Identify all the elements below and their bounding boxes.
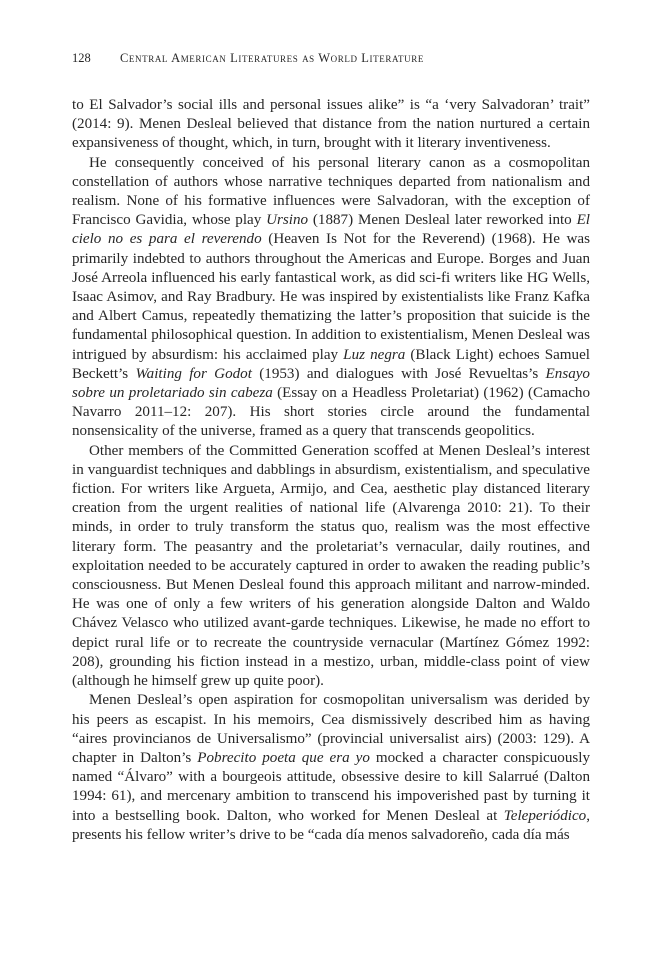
text-run: (Black Light) echoes Samuel Beckett’s: [72, 346, 590, 382]
italic-title: Waiting for Godot: [135, 365, 252, 382]
italic-title: Luz negra: [343, 346, 406, 363]
text-run: (1887) Menen Desleal later reworked into: [308, 212, 577, 229]
body-text: [72, 96, 590, 845]
text-run: Menen Desleal’s open aspiration for cosmopolitan universalism was derided by his peers as escapist. In his memoirs, Cea dismissively described him as having “aires provincianos de Universalismo” (provincial universalist airs) (2003: 129). A chapter in Dalton’s: [72, 692, 590, 766]
italic-title: Ursino: [266, 212, 309, 229]
page-number: 128: [72, 51, 91, 65]
running-head: [72, 50, 590, 66]
text-run: , presents his fellow writer’s drive to be “cada día menos salvadoreño, cada día más: [72, 807, 590, 843]
italic-title: Teleperiódico: [503, 807, 587, 824]
text-run: to El Salvador’s social ills and personal issues alike” is “a ‘very Salvadoran’ trait” (2014: 9). Menen Desleal believed that distance from the nation nurtured a certain expansiveness of thought, which, in turn, brought with it literary inventiveness.: [72, 97, 590, 152]
text-run: He consequently conceived of his personal literary canon as a cosmopolitan constellation of authors whose narrative techniques departed from nationalism and realism. None of his formative influences were Salvadoran, with the exception of Francisco Gavidia, whose play: [72, 154, 590, 229]
text-run: Other members of the Committed Generation scoffed at Menen Desleal’s interest in vanguardist techniques and dabblings in absurdism, existentialism, and speculative fiction. For writers like Argueta, Armijo, and Cea, aesthetic play distanced literary creation from the urgent realities of national life (Alvarenga 2010: 21). To their minds, in order to truly transform the status quo, realism was the most effective literary form. The peasantry and the proletariat’s vernacular, daily routines, and exploitation needed to be accurately captured in order to awaken the reading public’s consciousness. But Menen Desleal found this approach militant and narrow-minded. He was one of only a few writers of his generation alongside Dalton and Waldo Chávez Velasco who utilized avant-garde techniques. Likewise, he made no effort to depict rural life or to recreate the countryside vernacular (Martínez Gómez 1992: 208), grounding his fiction instead in a mestizo, urban, middle-class point of view (although he himself grew up quite poor).: [72, 442, 590, 690]
text-run: (Essay on a Headless Proletariat) (1962) (Camacho Navarro 2011–12: 207). His short stories circle around the fundamental nonsensicality of the universe, framed as a query that transcends geopolitics.: [72, 385, 590, 440]
paragraph: [72, 691, 590, 845]
italic-title: El cielo no es para el reverendo: [72, 212, 590, 248]
text-run: (Heaven Is Not for the Reverend) (1968). He was primarily indebted to authors throughout the Americas and Europe. Borges and Juan José Arreola influenced his early fantastical work, as did sci-fi writers like HG Wells, Isaac Asimov, and Ray Bradbury. He was inspired by existentialists like Franz Kafka and Albert Camus, repeatedly thematizing the latter’s proposition that suicide is the fundamental philosophical question. In addition to existentialism, Menen Desleal was intrigued by absurdism: his acclaimed play: [72, 231, 591, 363]
paragraph: [72, 442, 590, 692]
italic-title: Ensayo sobre un proletariado sin cabeza: [72, 365, 590, 402]
paragraph: [72, 96, 590, 154]
paragraph: [72, 154, 590, 442]
text-run: mocked a character conspicuously named “Álvaro” with a bourgeois attitude, obsessive desire to kill Salarrué (Dalton 1994: 61), and mercenary ambition to transcend his impoverished past by turning it into a bestselling book. Dalton, who worked for Menen Desleal at: [72, 749, 590, 824]
italic-title: Pobrecito poeta que era yo: [197, 749, 370, 766]
running-title: Central American Literatures as World Literature: [120, 51, 424, 65]
text-run: (1953) and dialogues with José Revueltas’s: [251, 365, 546, 382]
